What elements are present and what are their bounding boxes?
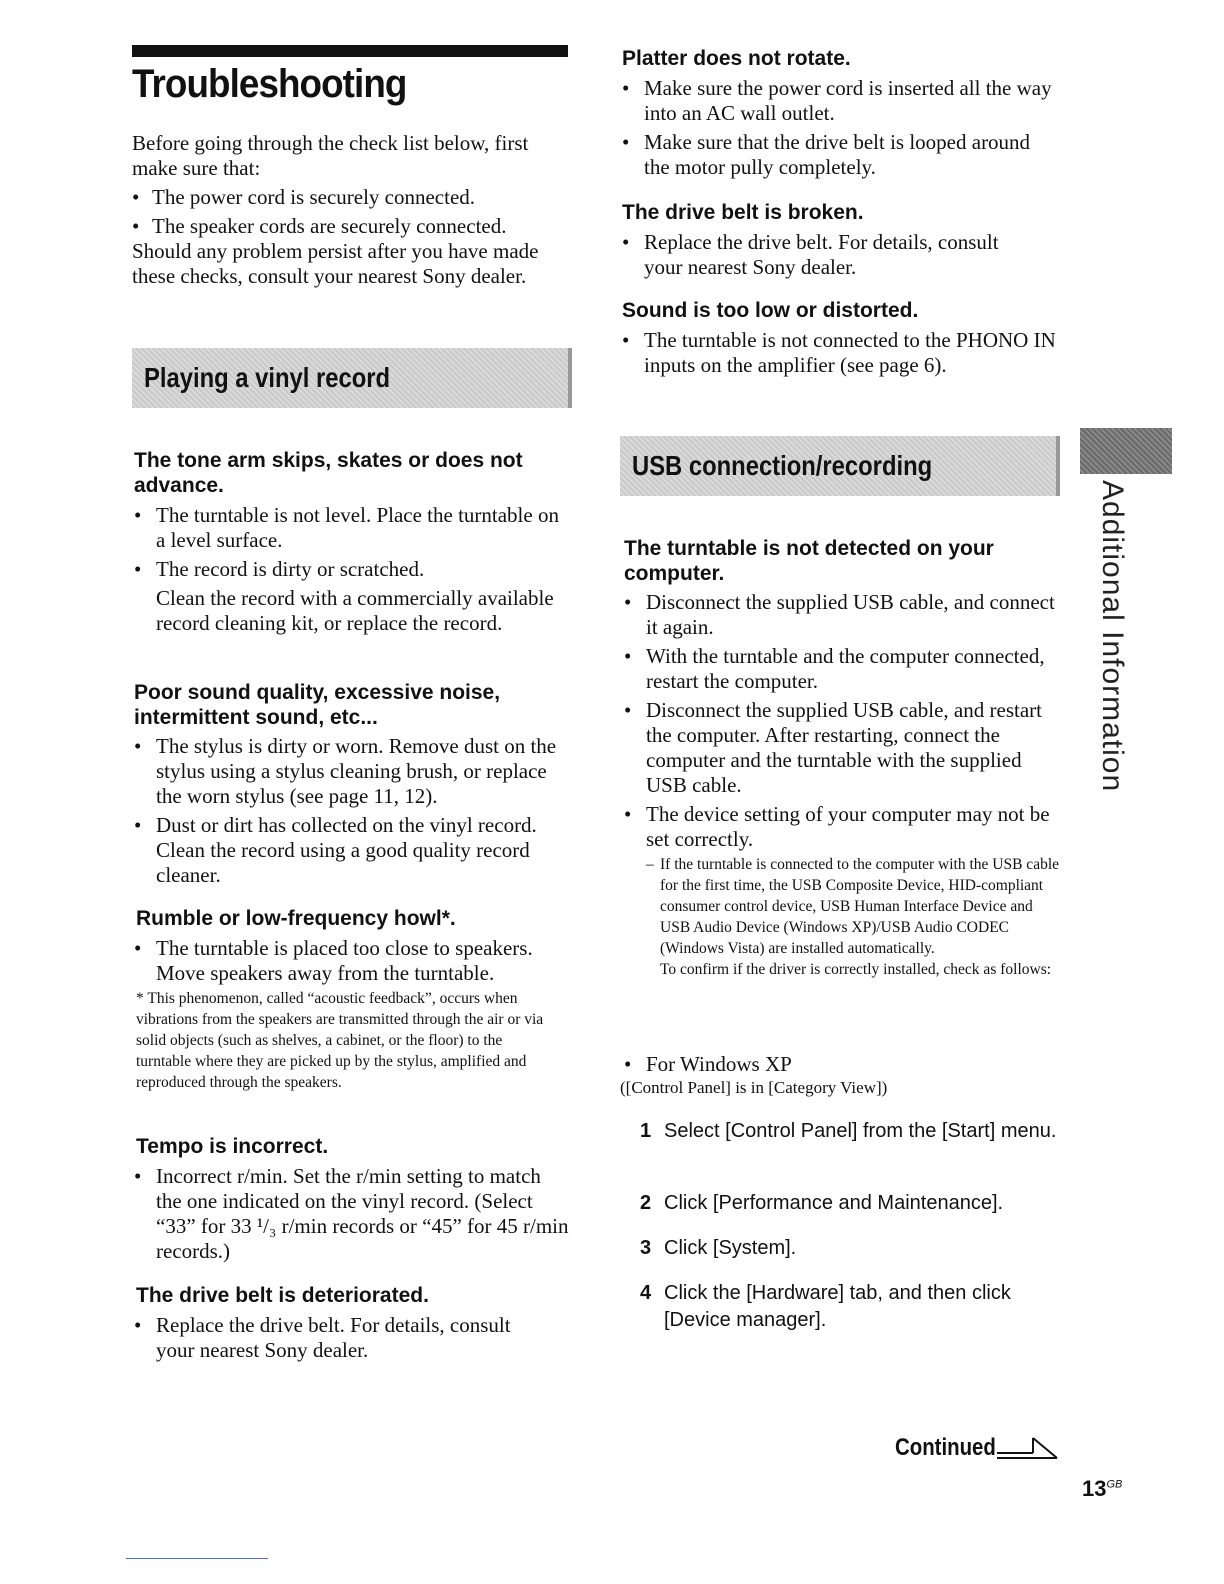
windows-xp-label: • For Windows XP: [624, 1052, 1044, 1077]
list-item: • Replace the drive belt. For details, consult your nearest Sony dealer.: [622, 230, 1042, 280]
step-2: [640, 1190, 1060, 1217]
list-item: • Disconnect the supplied USB cable, and restart the computer. After restarting, connect the computer and the turntable with the supplied USB cable.: [624, 698, 1064, 798]
heading-not-detected: The turntable is not detected on your computer.: [624, 537, 994, 585]
intro-block: [132, 131, 572, 289]
windows-xp-item: [624, 1052, 1044, 1077]
page-number: [1082, 1476, 1122, 1502]
platter-list: [622, 76, 1052, 184]
step-number: 2: [640, 1192, 652, 1214]
heading-tone-arm: The tone arm skips, skates or does not advance.: [134, 449, 523, 497]
step-text: Click [Performance and Maintenance].: [664, 1192, 1004, 1214]
rumble-list: [134, 936, 570, 990]
list-item: • Disconnect the supplied USB cable, and connect it again.: [624, 590, 1064, 640]
continued-arrow-icon: [995, 1436, 1059, 1462]
side-tab-label: Additional Information: [1096, 480, 1129, 793]
title-rule: [132, 45, 568, 57]
list-item: • With the turntable and the computer connected, restart the computer.: [624, 644, 1064, 694]
list-item: • The record is dirty or scratched.: [134, 557, 570, 582]
intro-bullet: • The speaker cords are securely connected.: [132, 214, 572, 239]
page-title: Troubleshooting: [132, 62, 407, 106]
heading-belt-broken: The drive belt is broken.: [622, 201, 864, 224]
step-text: Select [Control Panel] from the [Start] menu.: [664, 1120, 1057, 1142]
heading-belt-deteriorated: The drive belt is deteriorated.: [136, 1284, 429, 1307]
step-number: 1: [640, 1120, 652, 1142]
driver-note-check: To confirm if the driver is correctly installed, check as follows:: [660, 961, 1052, 978]
footnote: * This phenomenon, called “acoustic feedback”, occurs when vibrations from the speakers are transmitted through the air or via solid objects (such as shelves, a cabinet, or the floor) to the turntable where they are picked up by the stylus, amplified and reproduced through the speakers.: [136, 990, 544, 1091]
continued-label: Continued: [895, 1434, 996, 1461]
step-4: [640, 1280, 1060, 1334]
section-title-vinyl: Playing a vinyl record: [144, 362, 391, 393]
step-1: [640, 1118, 1060, 1145]
intro-lead: Before going through the check list below, first make sure that:: [132, 131, 529, 180]
list-item: • Make sure that the drive belt is looped around the motor pully completely.: [622, 130, 1052, 180]
list-item: • Incorrect r/min. Set the r/min setting to match the one indicated on the vinyl record. (Select “33” for 33 ¹/₃ r/min records or “45” for 45 r/min records.): [134, 1164, 570, 1264]
list-item: • The device setting of your computer may not be set correctly.: [624, 802, 1064, 852]
windows-xp-sub: ([Control Panel] is in [Category View]): [620, 1078, 888, 1097]
driver-note-item: – If the turntable is connected to the computer with the USB cable for the first time, the USB Composite Device, HID-compliant consumer control device, USB Human Interface Device and USB Audio Device (Windows XP)/USB Audio CODEC (Windows Vista) are installed automatically.: [646, 854, 1062, 959]
list-item-detail: Clean the record with a commercially available record cleaning kit, or replace the record.: [156, 586, 554, 635]
driver-note: [646, 854, 1062, 980]
page-number-value: 13: [1082, 1476, 1107, 1501]
list-item: • The turntable is not level. Place the turntable on a level surface.: [134, 503, 570, 553]
list-item: • The turntable is not connected to the PHONO IN inputs on the amplifier (see page 6).: [622, 328, 1062, 378]
list-item: • Dust or dirt has collected on the vinyl record. Clean the record using a good quality record cleaner.: [134, 813, 574, 888]
belt-broken-list: [622, 230, 1042, 284]
heading-sound-low: Sound is too low or distorted.: [622, 299, 919, 322]
not-detected-list: [624, 590, 1064, 856]
section-banner-vinyl: [132, 348, 572, 408]
step-text: Click the [Hardware] tab, and then click [Device manager].: [664, 1282, 1011, 1331]
tempo-list: [134, 1164, 570, 1268]
heading-poor-sound: Poor sound quality, excessive noise, intermittent sound, etc...: [134, 681, 501, 729]
list-item: • The turntable is placed too close to speakers. Move speakers away from the turntable.: [134, 936, 570, 986]
list-item: • The stylus is dirty or worn. Remove dust on the stylus using a stylus cleaning brush, or replace the worn stylus (see page 11, 12).: [134, 734, 574, 809]
page-number-suffix: GB: [1106, 1478, 1123, 1491]
intro-bullet: • The power cord is securely connected.: [132, 185, 572, 210]
heading-rumble: Rumble or low-frequency howl*.: [136, 907, 456, 930]
step-3: [640, 1235, 1060, 1262]
intro-outro: Should any problem persist after you have made these checks, consult your nearest Sony dealer.: [132, 239, 539, 288]
step-text: Click [System].: [664, 1237, 797, 1259]
section-banner-usb: [620, 436, 1060, 496]
heading-tempo: Tempo is incorrect.: [136, 1135, 329, 1158]
heading-platter: Platter does not rotate.: [622, 47, 851, 70]
step-number: 3: [640, 1237, 652, 1259]
belt-deteriorated-list: [134, 1313, 554, 1367]
poor-sound-list: [134, 734, 574, 892]
sound-low-list: [622, 328, 1062, 382]
side-tab-marker: [1080, 428, 1172, 474]
step-number: 4: [640, 1282, 652, 1304]
tone-arm-list: [134, 503, 570, 642]
list-item: • Replace the drive belt. For details, consult your nearest Sony dealer.: [134, 1313, 554, 1363]
bottom-link-line: [126, 1558, 268, 1559]
list-item: • Make sure the power cord is inserted all the way into an AC wall outlet.: [622, 76, 1052, 126]
section-title-usb: USB connection/recording: [632, 450, 933, 481]
